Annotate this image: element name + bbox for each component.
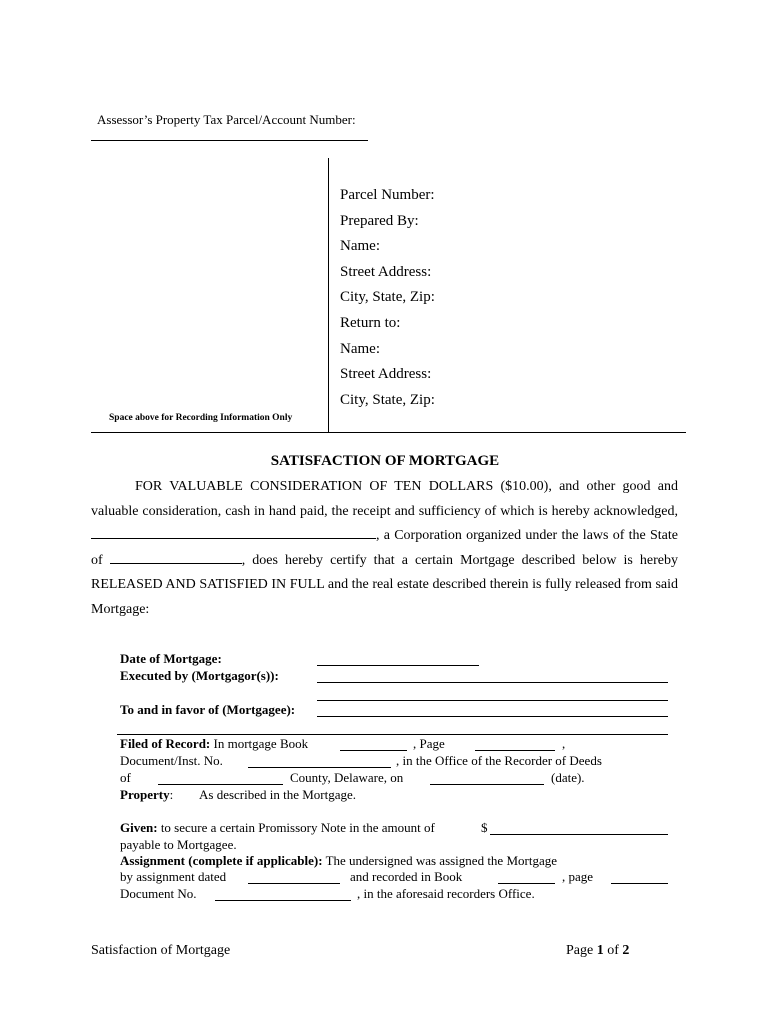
executed-by-line-2[interactable] xyxy=(317,700,668,701)
doc-inst-blank[interactable] xyxy=(248,767,391,768)
amount-blank[interactable] xyxy=(490,834,668,835)
parcel-number-label: Parcel Number: xyxy=(340,187,435,203)
para-line-6: Mortgage: xyxy=(91,601,150,617)
corporation-text: , a Corporation organized under the laws of the State xyxy=(376,528,678,544)
executed-by-label: Executed by (Mortgagor(s)): xyxy=(120,668,279,683)
recorded-in-book-text: and recorded in Book xyxy=(350,869,463,884)
assignment-page-blank[interactable] xyxy=(611,883,668,884)
in-favor-label: To and in favor of (Mortgagee): xyxy=(120,702,296,717)
property-colon: : xyxy=(169,787,174,802)
recorder-office-text: , in the Office of the Recorder of Deeds xyxy=(396,753,602,768)
prepared-by-label: Prepared By: xyxy=(340,212,419,229)
page-comma: , xyxy=(562,736,566,751)
property-label: Property xyxy=(120,787,170,802)
para-line-1: FOR VALUABLE CONSIDERATION OF TEN DOLLARS ($10.00), and other good and xyxy=(135,479,678,494)
assignment-date-blank[interactable] xyxy=(248,883,340,884)
executed-by-line-1[interactable] xyxy=(317,682,668,683)
recording-box-fields xyxy=(340,183,670,413)
para-line-2: valuable consideration, cash in hand paid, the receipt and sufficiency of which is hereby acknowledged, xyxy=(91,503,678,519)
of-label: of xyxy=(91,552,103,568)
page-number xyxy=(566,943,629,959)
parcel-account-label: Assessor’s Property Tax Parcel/Account Number: xyxy=(97,112,356,127)
mortgage-book-blank[interactable] xyxy=(340,750,407,751)
given-row xyxy=(120,820,435,836)
assignment-page-label: , page xyxy=(562,869,594,884)
record-date-blank[interactable] xyxy=(430,784,544,785)
preparer-city-label: City, State, Zip: xyxy=(340,289,435,306)
given-label: Given: xyxy=(120,820,158,835)
filed-of-record-row xyxy=(120,736,308,752)
assignment-book-blank[interactable] xyxy=(498,883,555,884)
assignment-label: Assignment (complete if applicable): xyxy=(120,853,323,868)
corporation-name-blank[interactable] xyxy=(91,525,376,539)
payable-text: payable to Mortgagee. xyxy=(120,837,237,852)
return-to-label: Return to: xyxy=(340,314,401,331)
page-label: , Page xyxy=(413,736,445,751)
para-line-3 xyxy=(91,524,678,549)
in-favor-line[interactable] xyxy=(317,716,668,717)
of-county-label: of xyxy=(120,770,131,785)
in-mortgage-book-text: In mortgage Book xyxy=(213,736,309,751)
date-of-mortgage-label: Date of Mortgage: xyxy=(120,651,222,666)
para-line-4 xyxy=(91,549,678,574)
return-city-label: City, State, Zip: xyxy=(340,391,435,408)
document-no-blank[interactable] xyxy=(215,900,351,901)
recording-note: Space above for Recording Information Only xyxy=(109,413,293,423)
property-row xyxy=(120,787,173,803)
aforesaid-text: , in the aforesaid recorders Office. xyxy=(357,886,535,901)
date-suffix: (date). xyxy=(551,770,585,785)
return-name-label: Name: xyxy=(340,340,380,357)
document-no-label: Document No. xyxy=(120,886,197,901)
state-blank[interactable] xyxy=(110,550,242,564)
document-title: SATISFACTION OF MORTGAGE xyxy=(270,453,500,469)
section-separator xyxy=(117,734,668,735)
page-current: 1 xyxy=(596,943,604,958)
recording-box-bottom-line xyxy=(91,432,686,433)
certify-text: , does hereby certify that a certain Mortgage described below is hereby xyxy=(241,552,678,568)
para-line-5: RELEASED AND SATISFIED IN FULL and the real estate described therein is fully released from said xyxy=(91,577,678,593)
dollar-sign: $ xyxy=(481,820,488,835)
page-prefix: Page xyxy=(566,943,594,958)
preparer-street-label: Street Address: xyxy=(340,263,432,280)
mortgage-page-blank[interactable] xyxy=(475,750,555,751)
by-assignment-dated: by assignment dated xyxy=(120,869,227,884)
preparer-name-label: Name: xyxy=(340,238,380,255)
return-street-label: Street Address: xyxy=(340,366,432,383)
consideration-paragraph xyxy=(91,475,678,623)
page-total: 2 xyxy=(622,943,630,958)
date-of-mortgage-line[interactable] xyxy=(317,665,479,666)
property-text: As described in the Mortgage. xyxy=(199,787,357,802)
footer-title: Satisfaction of Mortgage xyxy=(91,943,231,958)
filed-of-record-label: Filed of Record: xyxy=(120,736,211,751)
parcel-account-line xyxy=(91,140,368,141)
county-text: County, Delaware, on xyxy=(290,770,404,785)
assignment-row xyxy=(120,853,557,869)
assignment-text: The undersigned was assigned the Mortgage xyxy=(325,853,557,868)
given-text: to secure a certain Promissory Note in the amount of xyxy=(160,820,435,835)
page-of: of xyxy=(607,943,619,958)
doc-inst-label: Document/Inst. No. xyxy=(120,753,223,768)
county-blank[interactable] xyxy=(158,784,283,785)
recording-box-divider xyxy=(328,158,329,432)
